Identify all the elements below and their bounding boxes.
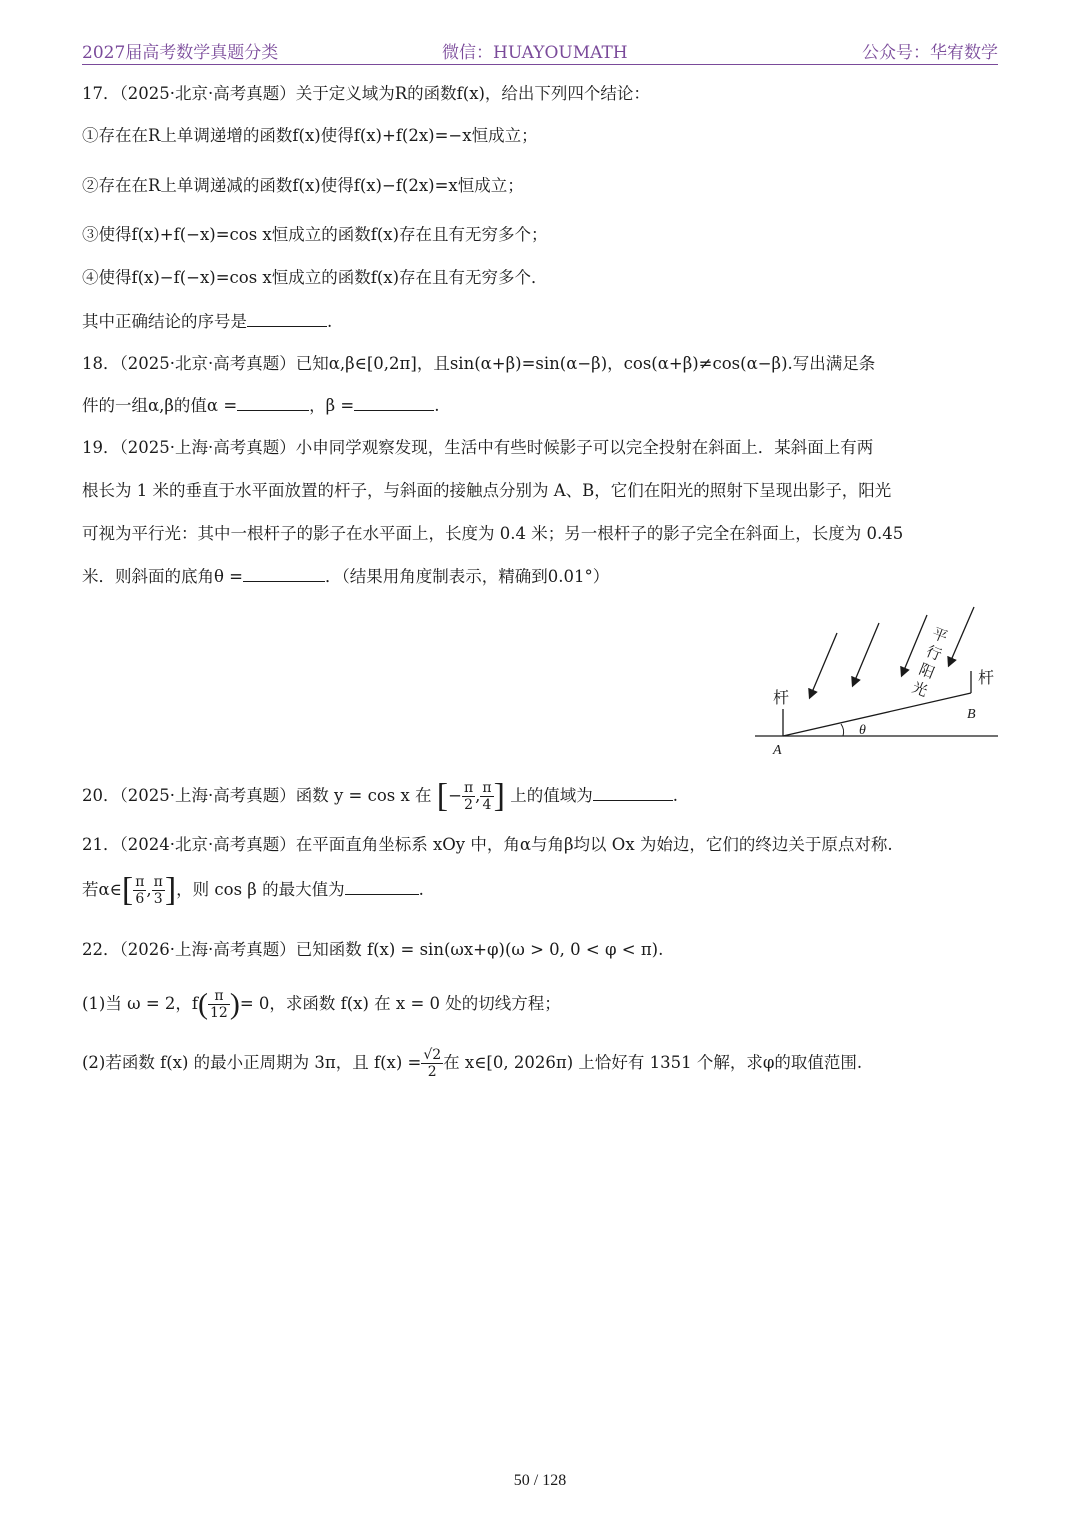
q22-line-1: 22．（2026·上海·高考真题）已知函数 f(x) = sin(ωx+φ)(ω > 0, 0 < φ < π). [82,940,664,959]
angle-theta-label: θ [859,723,866,738]
q22-part-1: (1)当 ω = 2，f( $\frac{\pi}{12}$ )= 0，求函数 f(x) 在 x = 0 处的切线方程； [82,987,561,1021]
q22-part-1-prefix: (1)当 ω = 2，f [82,994,198,1013]
q20-suffix: 上的值域为 [510,786,593,805]
q22-part-2-prefix: (2)若函数 f(x) 的最小正周期为 3π，且 f(x) = [82,1053,422,1072]
slope-shadow-diagram [755,605,1000,760]
q17-question-text: 其中正确结论的序号是 [82,312,247,331]
answer-blank-theta [243,565,325,582]
q19-line-3: 可视为平行光：其中一根杆子的影子在水平面上，长度为 0.4 米；另一根杆子的影子完全在斜面上，长度为 0.45 [82,524,904,543]
angle-arc [841,724,844,736]
q17-conclusion-4: ④使得f(x)−f(−x)=cos x恒成立的函数f(x)存在且有无穷多个． [82,268,548,287]
q17-intro: 17．（2025·北京·高考真题）关于定义域为R的函数f(x)，给出下列四个结论： [82,84,650,103]
light-label-2: 行 [923,642,945,665]
fraction: $\frac{\pi}{6}$ [135,874,145,907]
light-ray-2 [853,623,879,685]
q19-note: ．（结果用角度制表示，精确到0.01°） [325,567,610,586]
q18-beta-label: ，β = [309,396,355,415]
fraction: $\frac{\pi}{4}$ [482,780,492,813]
q19-line-1: 19．（2025·上海·高考真题）小申同学观察发现，生活中有些时候影子可以完全投射在斜面上．某斜面上有两 [82,438,874,457]
light-label-3: 阳 [916,660,938,683]
light-ray-1 [810,633,837,697]
q21-line-2: 若α∈[ $\frac{\pi}{6}$ , $\frac{\pi}{3}$ ]，则 cos β 的最大值为 . [82,871,424,909]
q18-line-1: 18．（2025·北京·高考真题）已知α,β∈[0,2π]，且sin(α+β)=sin(α−β)，cos(α+β)≠cos(α−β).写出满足条 [82,354,876,373]
light-label-4: 光 [909,678,931,701]
q21-prefix: 若α∈ [82,880,122,899]
answer-blank [345,878,419,895]
light-label-1: 平 [929,624,951,647]
point-a-label: A [773,743,782,758]
page-number: 50 / 128 [513,1472,567,1489]
answer-blank-alpha [237,394,309,411]
pole-left-label: 杆 [773,688,790,707]
q18-alpha-label: 件的一组α,β的值α = [82,396,238,415]
fraction: $\frac{\pi}{12}$ [210,988,228,1021]
q18-line-2: 件的一组α,β的值α = ，β = . [82,396,440,415]
header-public-account: 公众号：华宥数学 [862,43,998,63]
q21-suffix: ，则 cos β 的最大值为 [176,880,345,899]
q20-prefix: 20．（2025·上海·高考真题）函数 y = cos x 在 [82,786,432,805]
header-series-title: 2027届高考数学真题分类 [82,43,279,63]
page-header [82,36,998,65]
header-wechat: 微信：HUAYOUMATH [442,43,628,63]
q20-line: 20．（2025·上海·高考真题）函数 y = cos x 在 [− $\frac{\pi}{2}$ , $\frac{\pi}{4}$ ] 上的值域为 . [82,777,678,815]
q17-conclusion-2: ②存在在R上单调递减的函数f(x)使得f(x)−f(2x)=x恒成立； [82,176,524,195]
answer-blank [247,310,327,327]
fraction: $\frac{√2}{2}$ [423,1047,442,1080]
point-b-label: B [967,707,976,722]
q21-line-1: 21．（2024·北京·高考真题）在平面直角坐标系 xOy 中，角α与角β均以 Ox 为始边，它们的终边关于原点对称. [82,835,893,854]
q19-line-4 [82,565,998,589]
answer-blank-beta [354,394,434,411]
q22-part-2 [82,1041,998,1085]
q19-theta-label: 米．则斜面的底角θ = [82,567,244,586]
light-ray-4 [949,607,974,665]
pole-right-label: 杆 [978,668,995,687]
q17-question: 其中正确结论的序号是 . [82,312,333,331]
fraction: $\frac{\pi}{2}$ [463,780,474,813]
q22-part-1-suffix: = 0，求函数 f(x) 在 x = 0 处的切线方程； [239,994,561,1013]
q17-conclusion-3: ③使得f(x)+f(−x)=cos x恒成立的函数f(x)存在且有无穷多个； [82,225,548,244]
q19-line-2: 根长为 1 米的垂直于水平面放置的杆子，与斜面的接触点分别为 A、B，它们在阳光的照射下呈现出影子，阳光 [82,481,892,500]
fraction: $\frac{\pi}{3}$ [153,874,163,907]
q17-conclusion-1: ①存在在R上单调递增的函数f(x)使得f(x)+f(2x)=−x恒成立； [82,126,538,145]
answer-blank [593,784,673,801]
slope-line [783,693,971,736]
q22-part-2-suffix: 在 x∈[0, 2026π) 上恰好有 1351 个解，求φ的取值范围. [443,1053,863,1072]
